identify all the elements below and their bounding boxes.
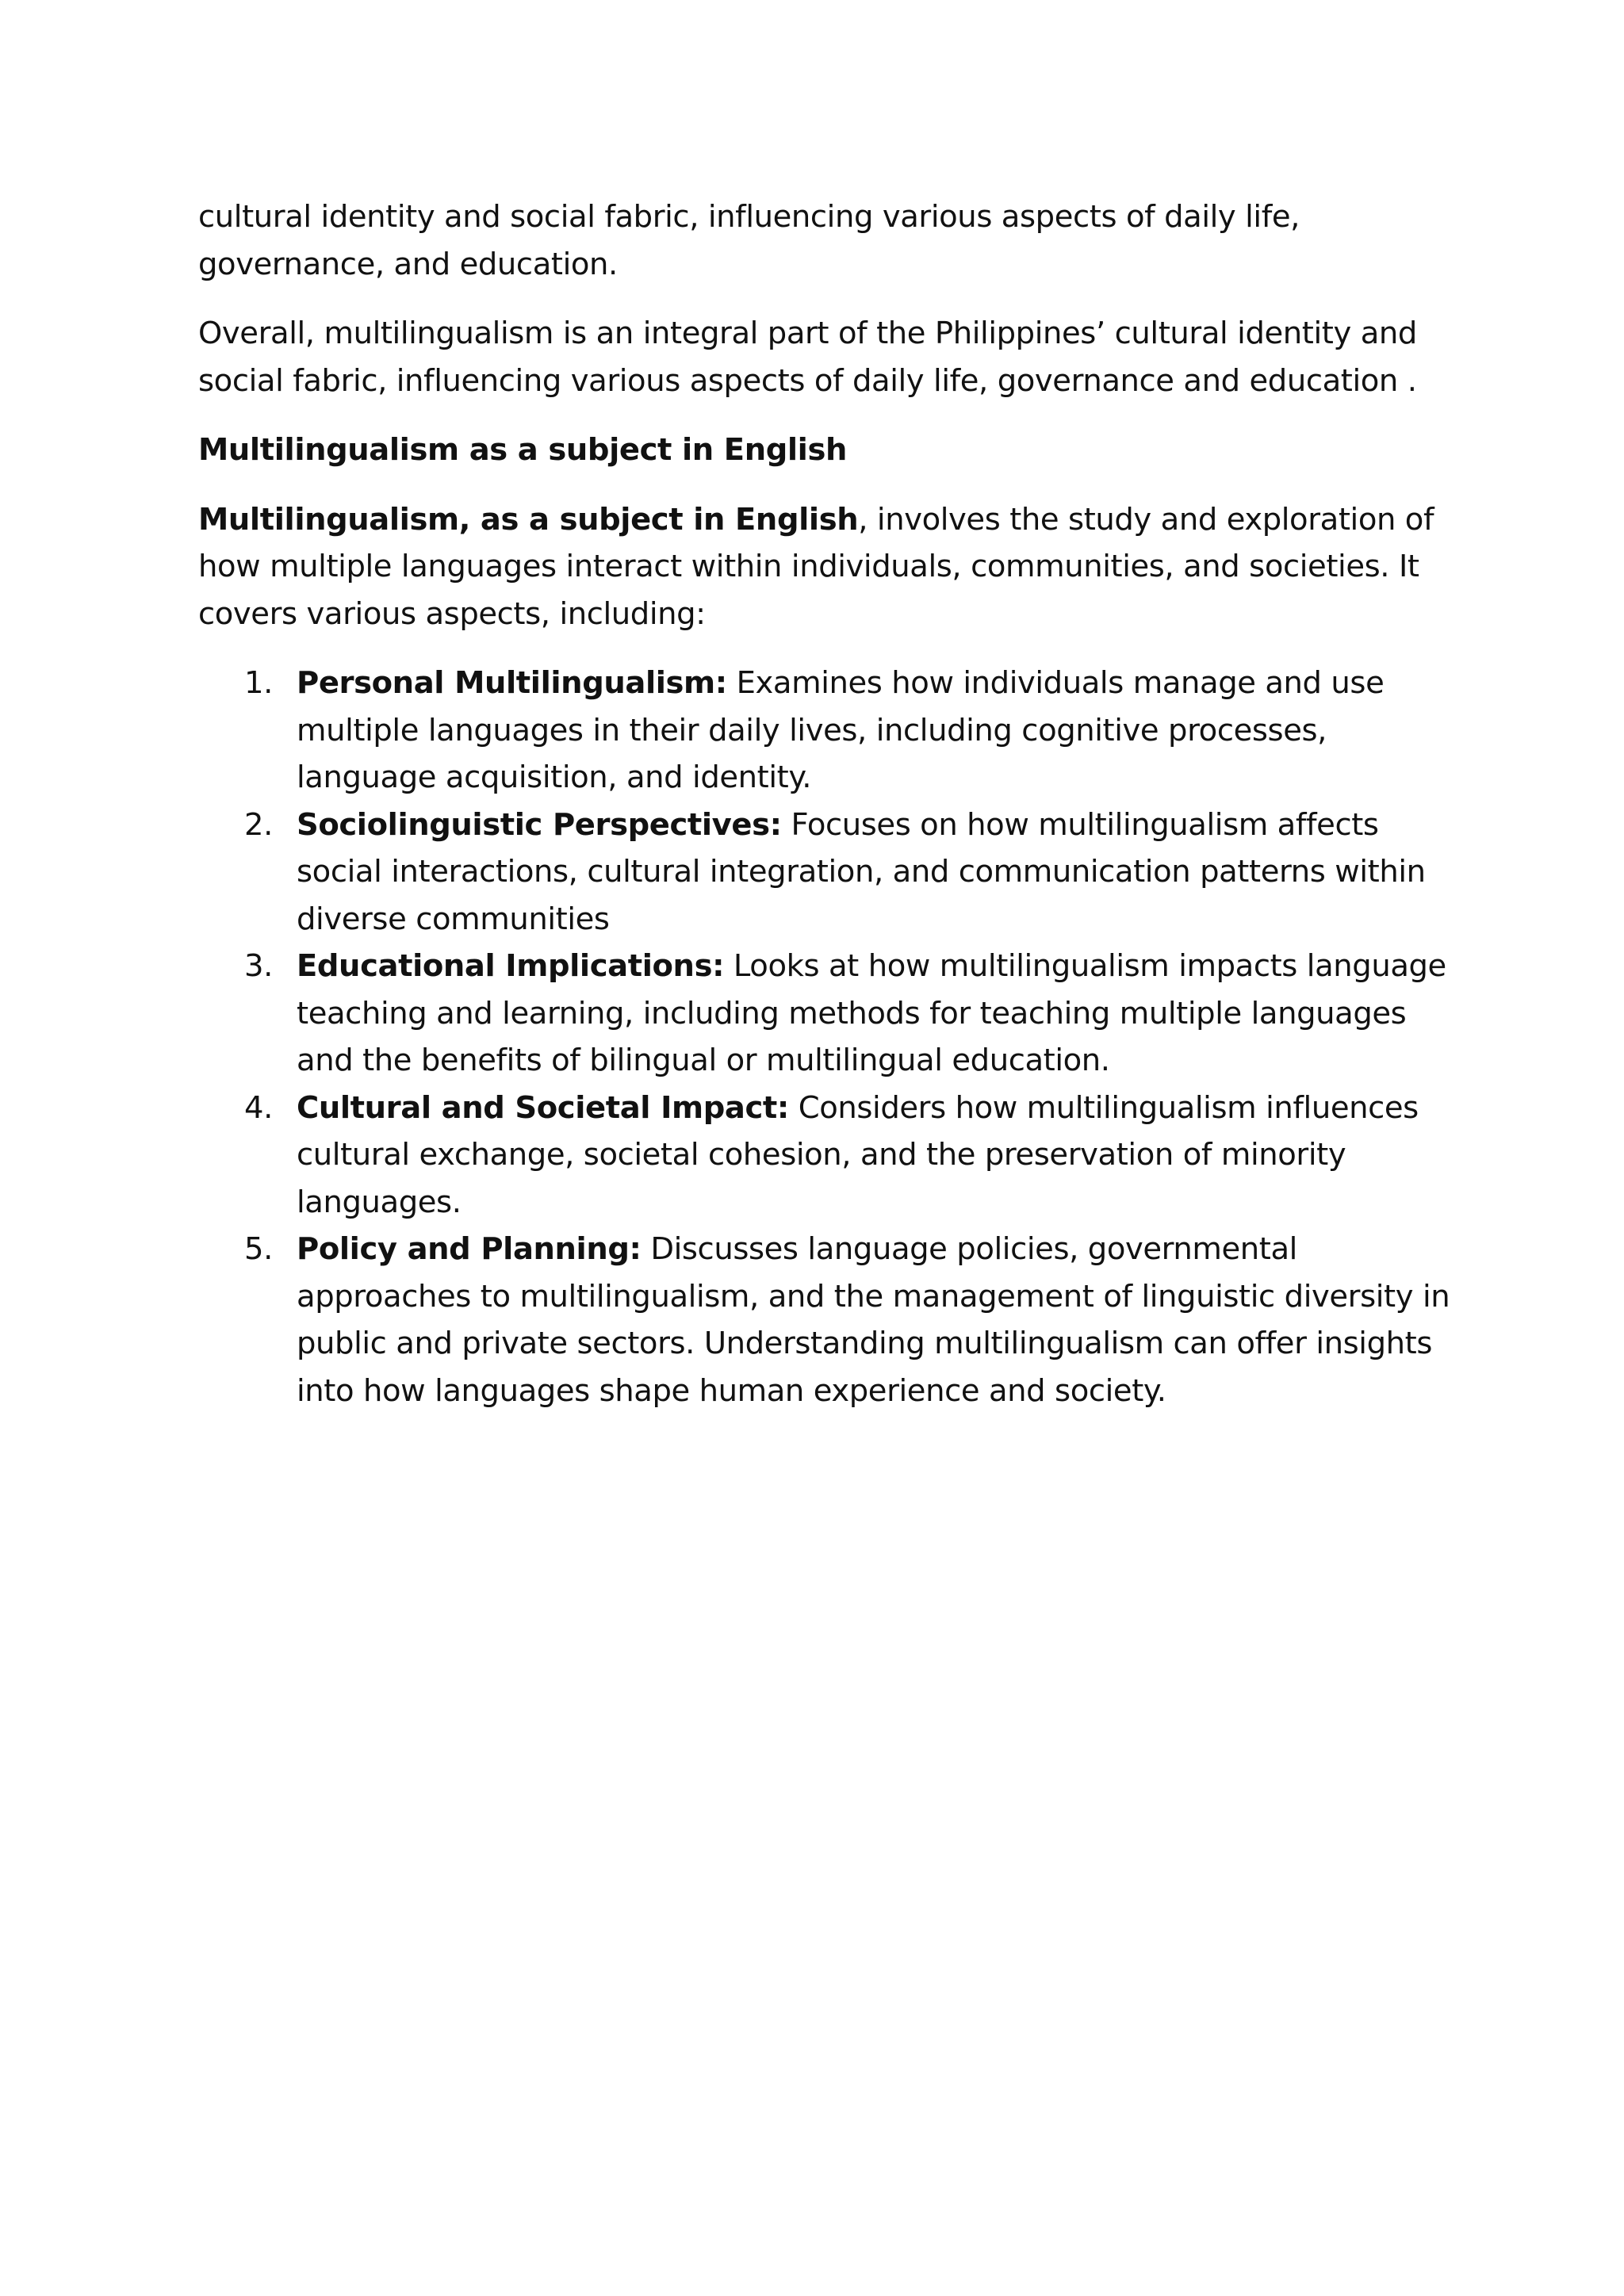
paragraph-continuation: cultural identity and social fabric, influencing various aspects of daily life, governance, and education. [198, 199, 1300, 282]
list-text: Examines how individuals manage and use multiple languages in their daily lives, including cognitive processes, language acquisition, and identity. [297, 665, 1385, 795]
list-number: 5. [244, 1231, 273, 1267]
list-text: Considers how multilingualism influences cultural exchange, societal cohesion, and the preservation of minority languages. [297, 1089, 1419, 1220]
list-number: 2. [244, 806, 273, 843]
list-term: Cultural and Societal Impact: [297, 1089, 789, 1126]
list-text: Focuses on how multilingualism affects social interactions, cultural integration, and communication patterns within diverse communities [297, 806, 1426, 937]
list-text: Discusses language policies, governmental approaches to multilingualism, and the management of linguistic diversity in public and private sectors. Understanding multilingualism can offer insights into how languages shape human experience and society. [297, 1231, 1450, 1409]
paragraph-overall: Overall, multilingualism is an integral part of the Philippines’ cultural identity and social fabric, influencing various aspects of daily life, governance and education . [198, 316, 1417, 399]
list-number: 4. [244, 1089, 273, 1126]
list-item [198, 1226, 1451, 1414]
list-term: Educational Implications: [297, 948, 725, 984]
list-text: Looks at how multilingualism impacts language teaching and learning, including methods for teaching multiple languages and the benefits of bilingual or multilingual education. [297, 948, 1446, 1078]
intro-text: , involves the study and exploration of how multiple languages interact within individuals, communities, and societies. It covers various aspects, including: [198, 501, 1434, 632]
list-item [198, 660, 1451, 802]
list-term: Policy and Planning: [297, 1231, 642, 1267]
list-term: Personal Multilingualism: [297, 665, 727, 701]
list-item [198, 943, 1451, 1085]
list-item [198, 1085, 1451, 1226]
intro-bold-term: Multilingualism, as a subject in English [198, 501, 859, 538]
document-body [198, 193, 1451, 1414]
list-term: Sociolinguistic Perspectives: [297, 806, 782, 843]
list-number: 3. [244, 948, 273, 984]
list-item [198, 802, 1451, 943]
list-number: 1. [244, 665, 273, 701]
aspects-list [198, 660, 1451, 1414]
intro-paragraph [198, 496, 1451, 638]
section-heading: Multilingualism as a subject in English [198, 432, 847, 468]
